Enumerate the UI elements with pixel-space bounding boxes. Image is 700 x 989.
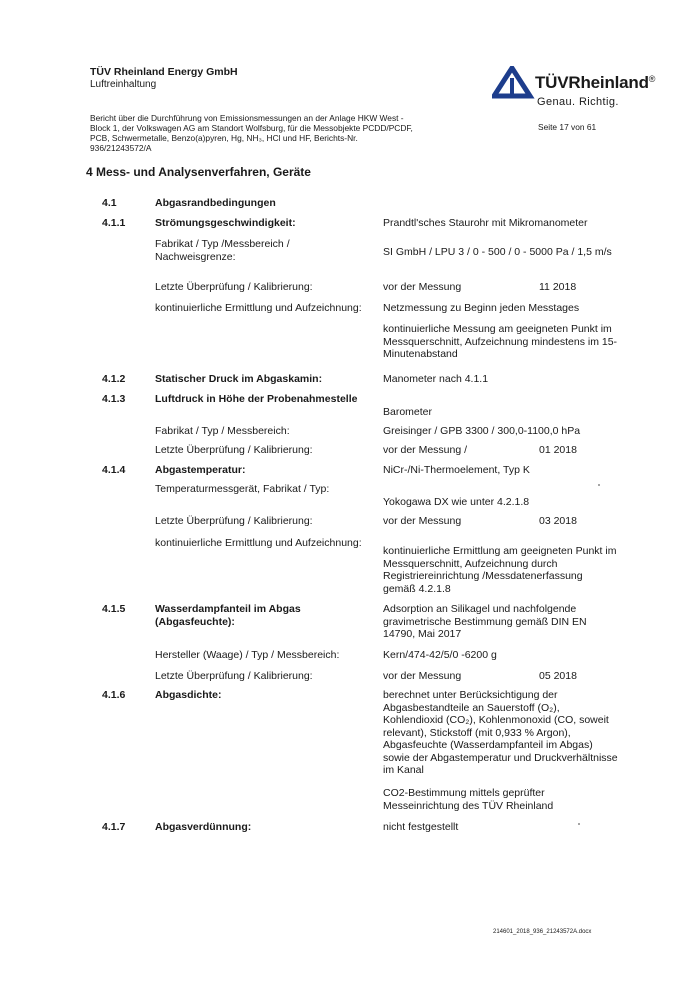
row-value [383,496,618,509]
row-label: Luftdruck in Höhe der Probenahmestelle [155,393,358,405]
row-label: kontinuierliche Ermittlung und Aufzeichnung: [155,302,362,314]
row-number: 4.1.3 [102,393,126,405]
registered-mark: ® [648,74,656,84]
row-value-text: Netzmessung zu Beginn jeden Messtages [383,302,580,314]
department: Luftreinhaltung [90,79,157,90]
row-value-text: CO2-Bestimmung mittels geprüfter Messeinrichtung des TÜV Rheinland [383,787,554,812]
report-description: Bericht über die Durchführung von Emissionsmessungen an der Anlage HKW West - Block 1, der Volkswagen AG am Standort Wolfsburg, für die Messobjekte PCDD/PCDF, PCB, Schwermetalle, Benzo(a)pyren, Hg, NH₃, HCl und HF, Berichts-Nr. 936/21243572/A [90,113,413,153]
page-number: Seite 17 von 61 [538,122,597,132]
row-value [383,217,618,230]
row-label: Abgasrandbedingungen [155,197,276,209]
row-date: 01 2018 [539,444,577,456]
row-date: 11 2018 [539,281,577,293]
row-label: Abgasverdünnung: [155,821,252,833]
slogan: Genau. Richtig. [537,96,619,108]
row-value [383,302,618,315]
company-name: TÜV Rheinland Energy GmbH [90,66,238,78]
row-value [383,323,618,361]
logo-name-text: TÜVRheinland [535,73,649,92]
scan-speck [598,484,600,486]
row-value-text: Prandtl'sches Staurohr mit Mikromanometer [383,217,588,229]
row-label: Fabrikat / Typ /Messbereich / Nachweisgrenze: [155,238,290,263]
row-value-text: vor der Messung [383,670,462,682]
row-label: Statischer Druck im Abgaskamin: [155,373,323,385]
row-value [383,281,618,294]
row-number: 4.1.5 [102,603,126,615]
row-value-text: vor der Messung [383,281,462,293]
row-value [383,603,618,641]
row-label: Letzte Überprüfung / Kalibrierung: [155,281,313,293]
row-label: Temperaturmessgerät, Fabrikat / Typ: [155,483,330,495]
row-label: Strömungsgeschwindigkeit: [155,217,296,229]
row-label: Abgastemperatur: [155,464,246,476]
row-label: Letzte Überprüfung / Kalibrierung: [155,515,313,527]
row-number: 4.1.1 [102,217,126,229]
row-value-text: berechnet unter Berücksichtigung der Abgasbestandteile an Sauerstoff (O₂), Kohlendioxid (CO₂), Kohlenmonoxid (CO, soweit relevant), Stickstoff (mit 0,933 % Argon), Abgasfeuchte (Wasserdampfanteil im Abgas) sowie der Abgastemperatur und Druckverhältnisse im Kanal [383,689,618,776]
row-value [383,787,618,812]
row-number: 4.1.2 [102,373,126,385]
footer-filename: 214601_2018_936_21243572A.docx [493,929,592,935]
row-value-text: Greisinger / GPB 3300 / 300,0-1100,0 hPa [383,425,581,437]
row-label: Letzte Überprüfung / Kalibrierung: [155,444,313,456]
row-value [383,406,618,419]
section-title: 4 Mess- und Analysenverfahren, Geräte [86,165,311,179]
row-value [383,425,618,438]
row-number: 4.1 [102,197,117,209]
row-label: Hersteller (Waage) / Typ / Messbereich: [155,649,340,661]
row-value-text: SI GmbH / LPU 3 / 0 - 500 / 0 - 5000 Pa / 1,5 m/s [383,246,612,258]
row-label: kontinuierliche Ermittlung und Aufzeichnung: [155,537,362,549]
row-value-text: kontinuierliche Ermittlung am geeigneten Punkt im Messquerschnitt, Aufzeichnung durch Registriereinrichtung /Messdatenerfassung gemäß 4.2.1.8 [383,545,617,595]
row-value-text: Adsorption an Silikagel und nachfolgende gravimetrische Bestimmung gemäß DIN EN 14790, Mai 2017 [383,603,587,640]
row-value [383,373,618,386]
row-value [383,444,618,457]
row-value-text: nicht festgestellt [383,821,459,833]
row-value [383,246,618,259]
row-value [383,670,618,683]
row-value [383,689,618,777]
row-value-text: vor der Messung [383,515,462,527]
row-value [383,464,618,477]
row-label: Letzte Überprüfung / Kalibrierung: [155,670,313,682]
row-date: 05 2018 [539,670,577,682]
row-number: 4.1.7 [102,821,126,833]
row-label: Abgasdichte: [155,689,222,701]
row-number: 4.1.6 [102,689,126,701]
row-label: Wasserdampfanteil im Abgas (Abgasfeuchte): [155,603,301,628]
row-value-text: Kern/474-42/5/0 -6200 g [383,649,497,661]
row-date: 03 2018 [539,515,577,527]
logo-wordmark [535,73,655,93]
row-value [383,545,618,595]
row-value [383,515,618,528]
row-number: 4.1.4 [102,464,126,476]
row-value-text: kontinuierliche Messung am geeigneten Punkt im Messquerschnitt, Aufzeichnung mindestens im 15-Minutenabstand [383,323,618,360]
scan-speck [578,823,580,825]
row-value-text: Barometer [383,406,433,418]
row-value [383,649,618,662]
row-value-text: Manometer nach 4.1.1 [383,373,489,385]
row-value-text: Yokogawa DX wie unter 4.2.1.8 [383,496,530,508]
row-value-text: NiCr-/Ni-Thermoelement, Typ K [383,464,530,476]
row-value-text: vor der Messung / [383,444,468,456]
row-value [383,821,618,834]
row-label: Fabrikat / Typ / Messbereich: [155,425,290,437]
